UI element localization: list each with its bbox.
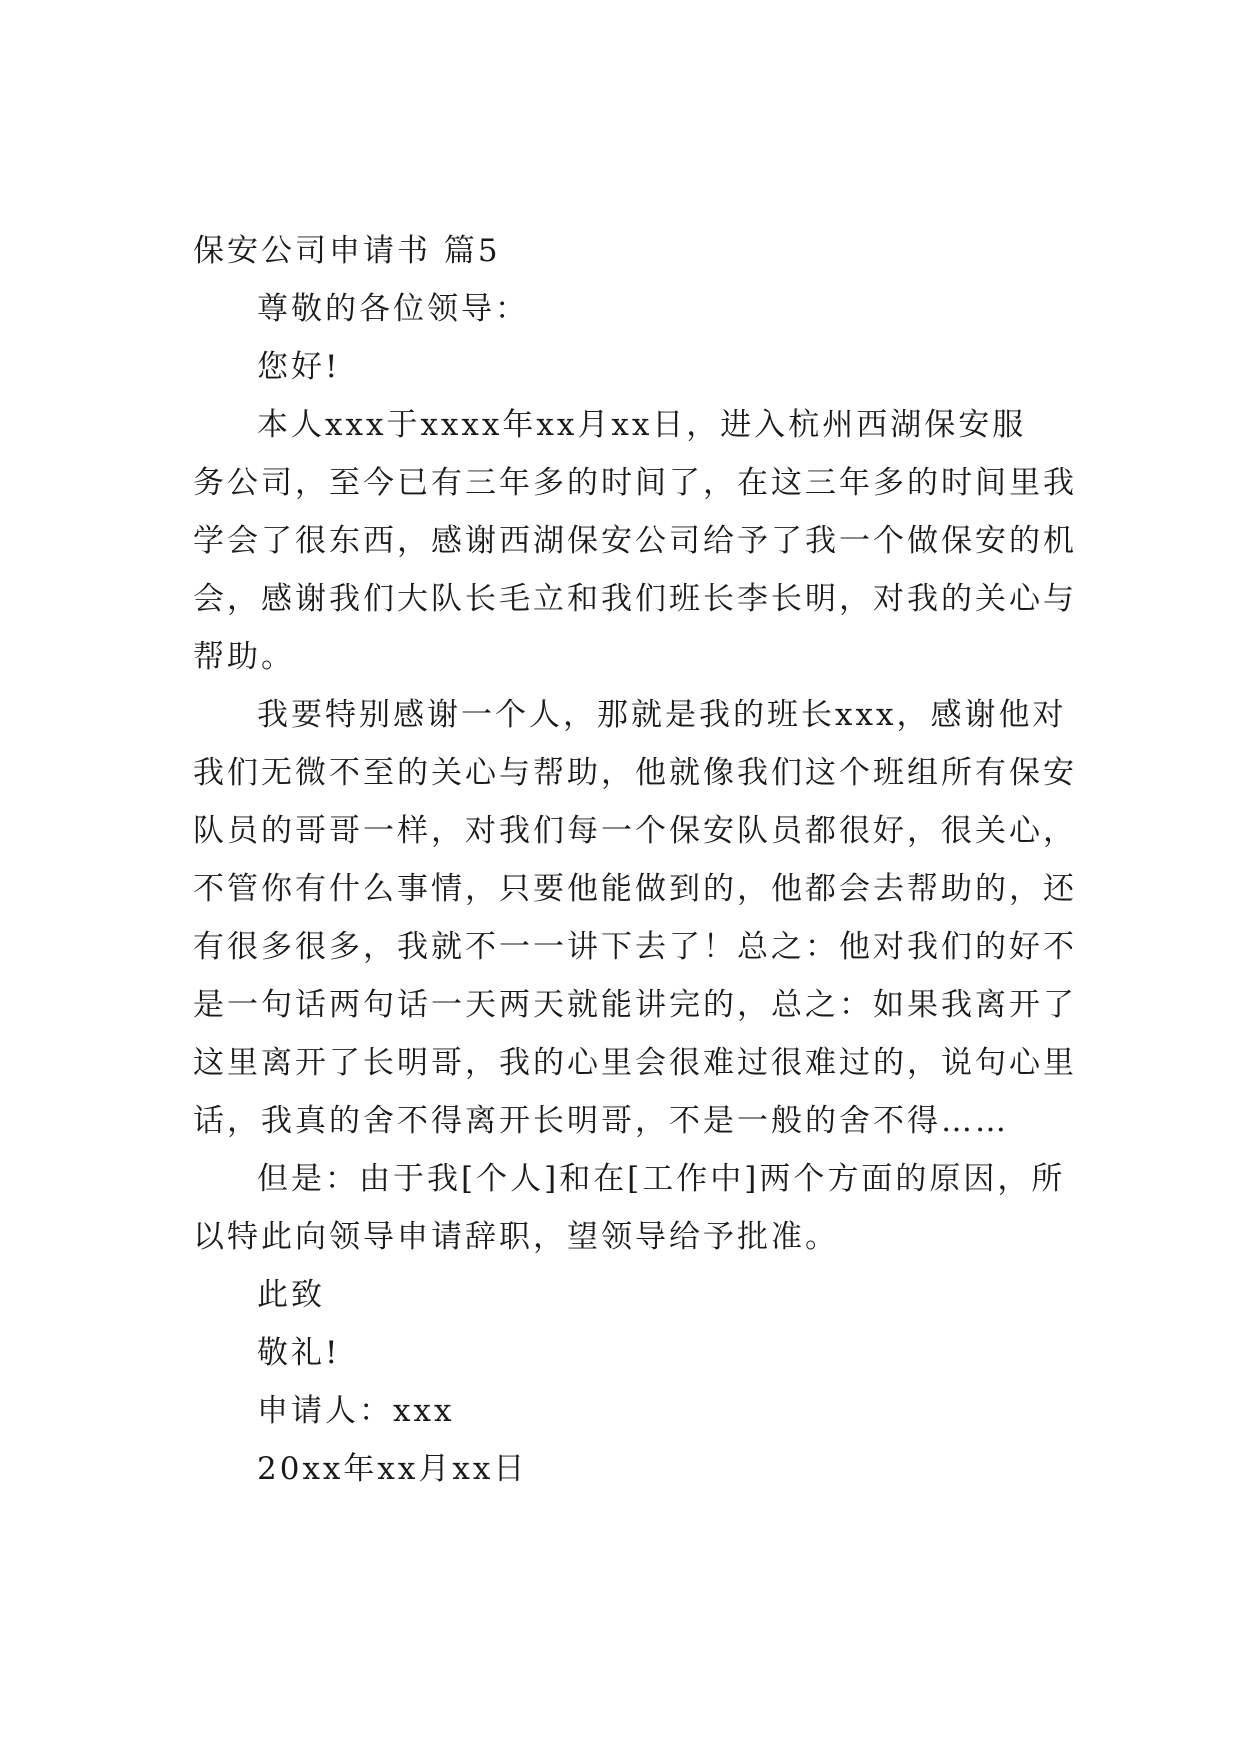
paragraph-line: 这里离开了长明哥，我的心里会很难过很难过的，说句心里 <box>193 1045 1077 1081</box>
greeting: 您好! <box>257 349 341 385</box>
closing-line-1: 此致 <box>257 1277 325 1313</box>
paragraph-line: 我们无微不至的关心与帮助，他就像我们这个班组所有保安 <box>193 755 1077 791</box>
paragraph-line: 队员的哥哥一样，对我们每一个保安队员都很好，很关心， <box>193 813 1077 849</box>
paragraph-line: 我要特别感谢一个人，那就是我的班长xxx，感谢他对 <box>257 697 1067 733</box>
paragraph-2 <box>193 686 1077 1150</box>
salutation: 尊敬的各位领导： <box>257 291 529 327</box>
paragraph-1 <box>193 396 1077 686</box>
paragraph-line: 会，感谢我们大队长毛立和我们班长李长明，对我的关心与 <box>193 581 1077 617</box>
paragraph-line: 以特此向领导申请辞职，望领导给予批准。 <box>193 1219 839 1255</box>
paragraph-line: 有很多很多，我就不一一讲下去了！总之：他对我们的好不 <box>193 929 1077 965</box>
closing-line-2: 敬礼! <box>257 1335 341 1371</box>
document-title: 保安公司申请书 篇5 <box>193 233 501 269</box>
paragraph-line: 帮助。 <box>193 639 295 675</box>
document-date: 20xx年xx月xx日 <box>257 1451 528 1487</box>
paragraph-line: 学会了很东西，感谢西湖保安公司给予了我一个做保安的机 <box>193 523 1077 559</box>
paragraph-line: 务公司，至今已有三年多的时间了，在这三年多的时间里我 <box>193 465 1077 501</box>
applicant-signature: 申请人：xxx <box>257 1393 455 1429</box>
paragraph-line: 不管你有什么事情，只要他能做到的，他都会去帮助的，还 <box>193 871 1077 907</box>
paragraph-line: 是一句话两句话一天两天就能讲完的，总之：如果我离开了 <box>193 987 1077 1023</box>
paragraph-line: 但是：由于我[个人]和在[工作中]两个方面的原因，所 <box>257 1161 1066 1197</box>
paragraph-3 <box>193 1150 1066 1266</box>
paragraph-line: 本人xxx于xxxx年xx月xx日，进入杭州西湖保安服 <box>257 407 1027 443</box>
paragraph-line: 话，我真的舍不得离开长明哥，不是一般的舍不得…… <box>193 1103 1009 1139</box>
document-page <box>193 222 1077 1498</box>
